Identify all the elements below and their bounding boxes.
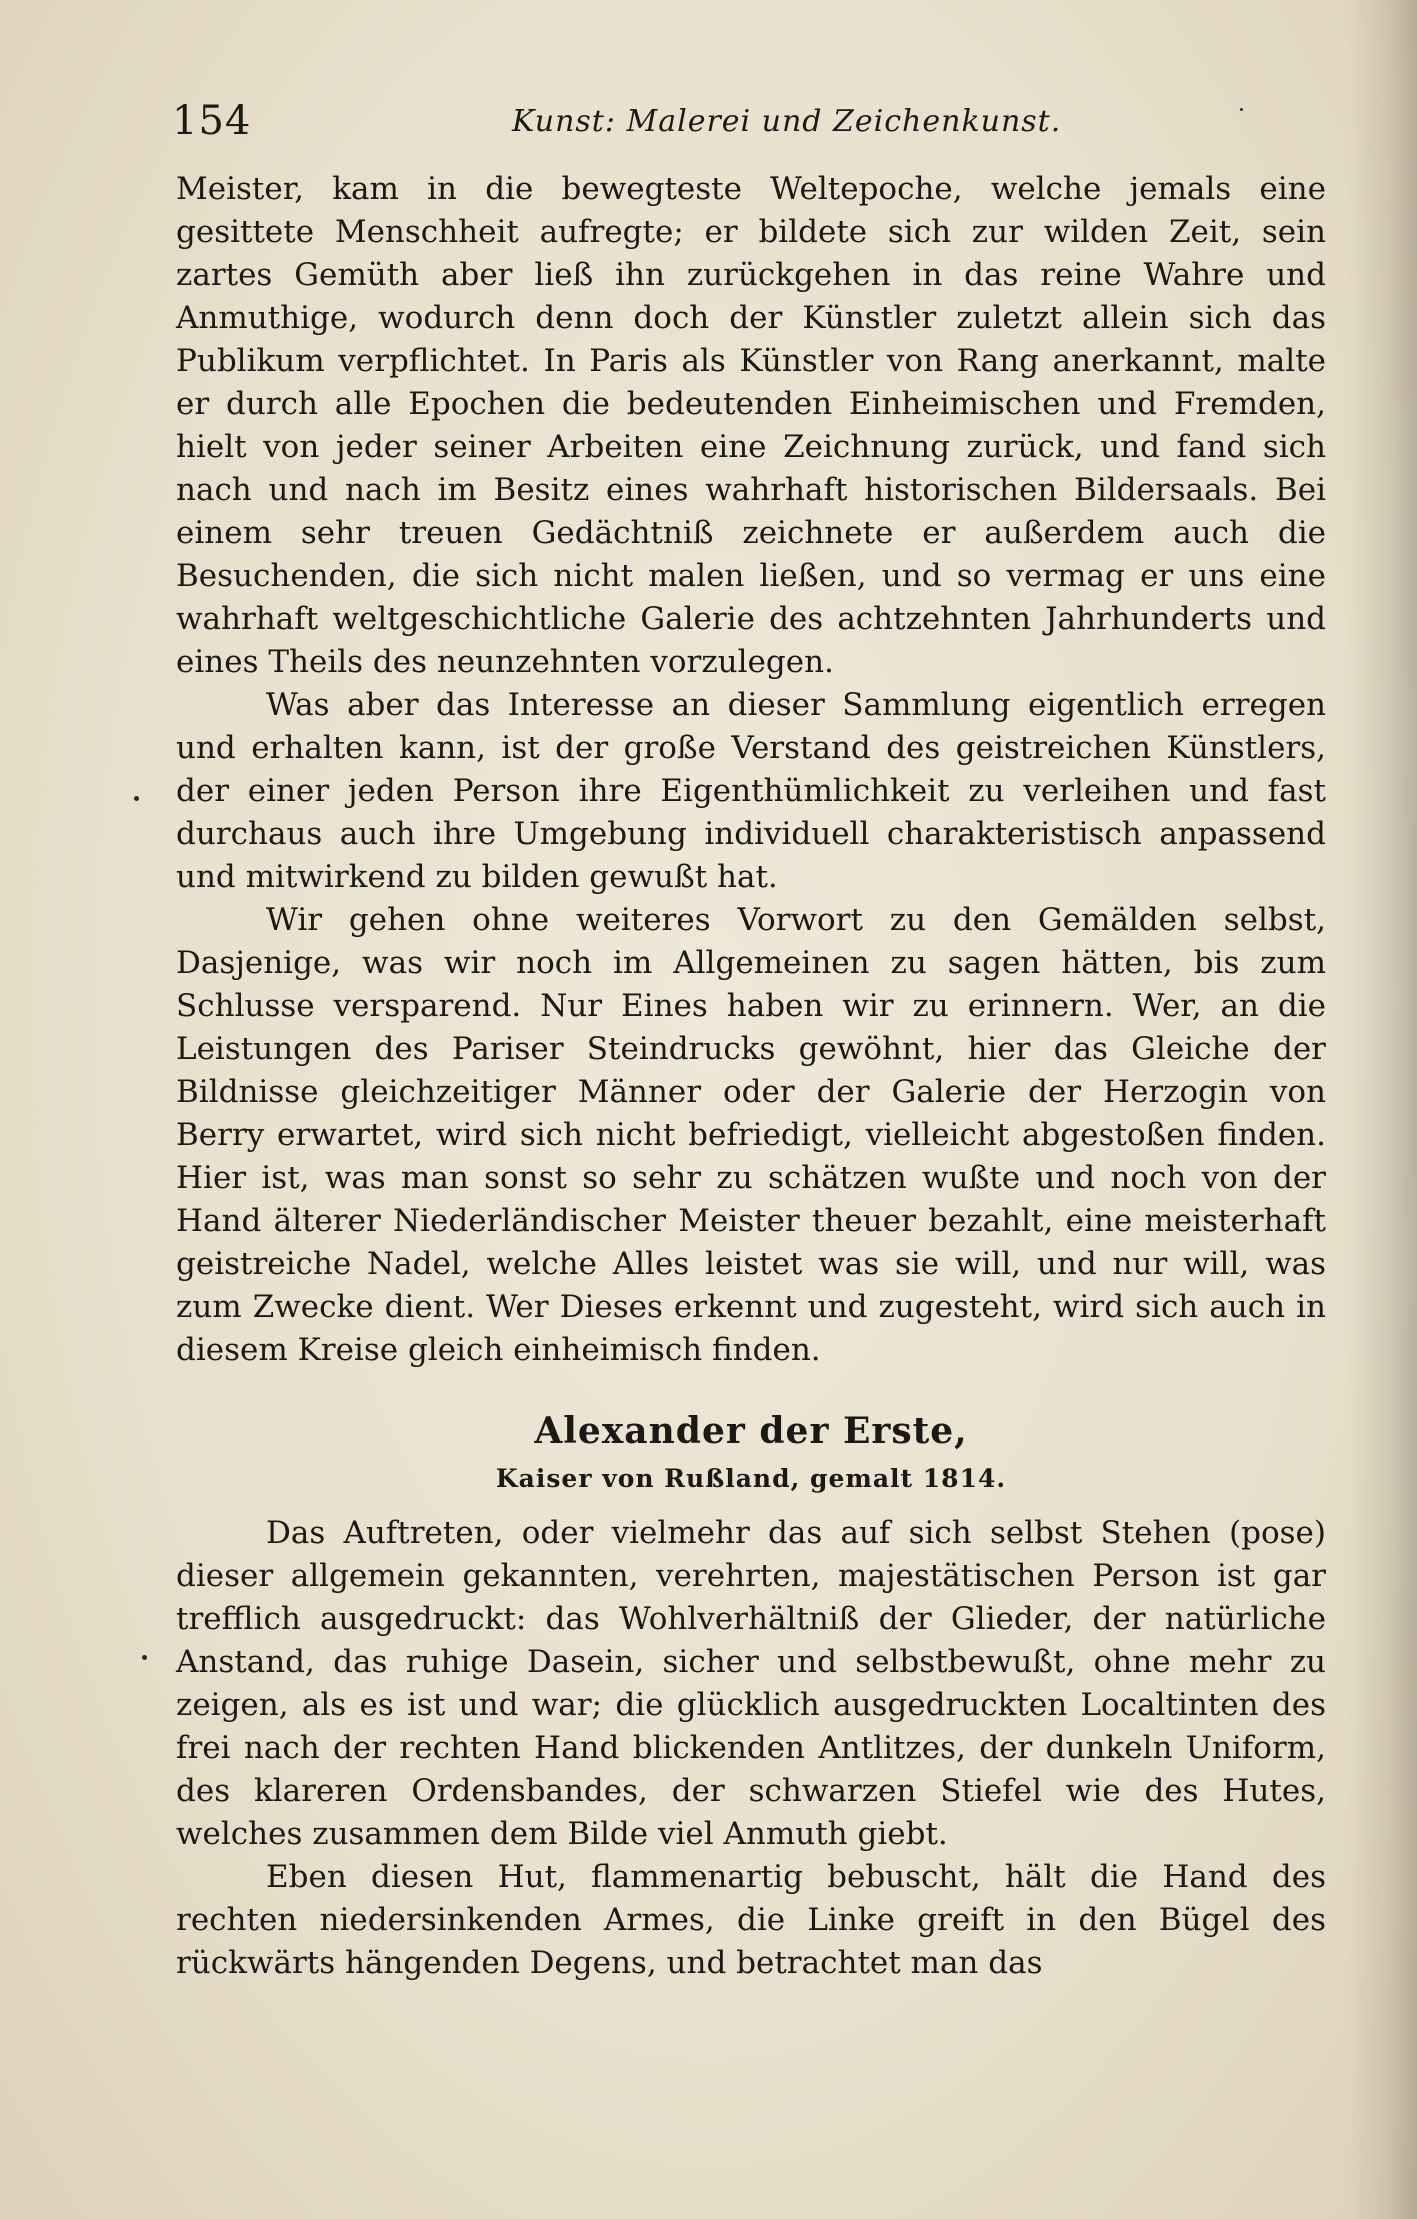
page-edge-shadow (1347, 0, 1417, 2219)
paragraph: Wir gehen ohne weiteres Vorwort zu den Gemälden selbst, Dasjenige, was wir noch im Allgemeinen zu sagen hätten, bis zum Schlusse versparend. Nur Eines haben wir zu erinnern. Wer, an die Leistungen des Pariser Steindrucks gewöhnt, hier das Gleiche der Bildnisse gleichzeitiger Männer oder der Galerie der Herzogin von Berry erwartet, wird sich nicht befriedigt, vielleicht abgestoßen finden. Hier ist, was man sonst so sehr zu schätzen wußte und noch von der Hand älterer Niederländischer Meister theuer bezahlt, eine meisterhaft geistreiche Nadel, welche Alles leistet was sie will, und nur will, was zum Zwecke dient. Wer Dieses erkennt und zugesteht, wird sich auch in diesem Kreise gleich einheimisch finden. (176, 902, 1326, 1368)
page-number: 154 (172, 98, 252, 144)
paragraph-continued: Meister, kam in die bewegteste Weltepoche, welche jemals eine gesittete Menschheit aufregte; er bildete sich zur wilden Zeit, sein zartes Gemüth aber ließ ihn zurückgehen in das reine Wahre und Anmuthige, wodurch denn doch der Künstler zuletzt allein sich das Publikum verpflichtet. In Paris als Künstler von Rang anerkannt, malte er durch alle Epochen die bedeutenden Einheimischen und Fremden, hielt von jeder seiner Arbeiten eine Zeichnung zurück, und fand sich nach und nach im Besitz eines wahrhaft historischen Bildersaals. Bei einem sehr treuen Gedächtniß zeichnete er außerdem auch die Besuchenden, die sich nicht malen ließen, und so vermag er uns eine wahrhaft weltgeschichtliche Galerie des achtzehnten Jahrhunderts und eines Theils des neunzehnten vorzulegen. (176, 171, 1326, 680)
running-title: Kunst: Malerei und Zeichenkunst. (512, 104, 1062, 139)
section-title: Alexander der Erste, (534, 1410, 968, 1452)
ink-speck (142, 1655, 147, 1660)
body-text (176, 168, 1326, 1985)
paragraph: Was aber das Interesse an dieser Sammlung eigentlich erregen und erhalten kann, ist der große Verstand des geistreichen Künstlers, der einer jeden Person ihre Eigenthümlichkeit zu verleihen und fast durchaus auch ihre Umgebung individuell charakteristisch anpassend und mitwirkend zu bilden gewußt hat. (176, 687, 1326, 895)
ink-speck (1240, 108, 1243, 111)
section-subtitle: Kaiser von Rußland, gemalt 1814. (495, 1464, 1007, 1493)
ink-speck (134, 796, 139, 801)
page-header (172, 98, 1332, 158)
paragraph: Eben diesen Hut, flammenartig bebuscht, hält die Hand des rechten niedersinkenden Armes, die Linke greift in den Bügel des rückwärts hängenden Degens, und betrachtet man das (176, 1859, 1326, 1981)
paragraph: Das Auftreten, oder vielmehr das auf sich selbst Stehen (pose) dieser allgemein gekannten, verehrten, majestätischen Person ist gar trefflich ausgedruckt: das Wohlverhältniß der Glieder, der natürliche Anstand, das ruhige Dasein, sicher und selbstbewußt, ohne mehr zu zeigen, als es ist und war; die glücklich ausgedruckten Localtinten des frei nach der rechten Hand blickenden Antlitzes, der dunkeln Uniform, des klareren Ordensbandes, der schwarzen Stiefel wie des Hutes, welches zusammen dem Bilde viel Anmuth giebt. (176, 1515, 1326, 1852)
